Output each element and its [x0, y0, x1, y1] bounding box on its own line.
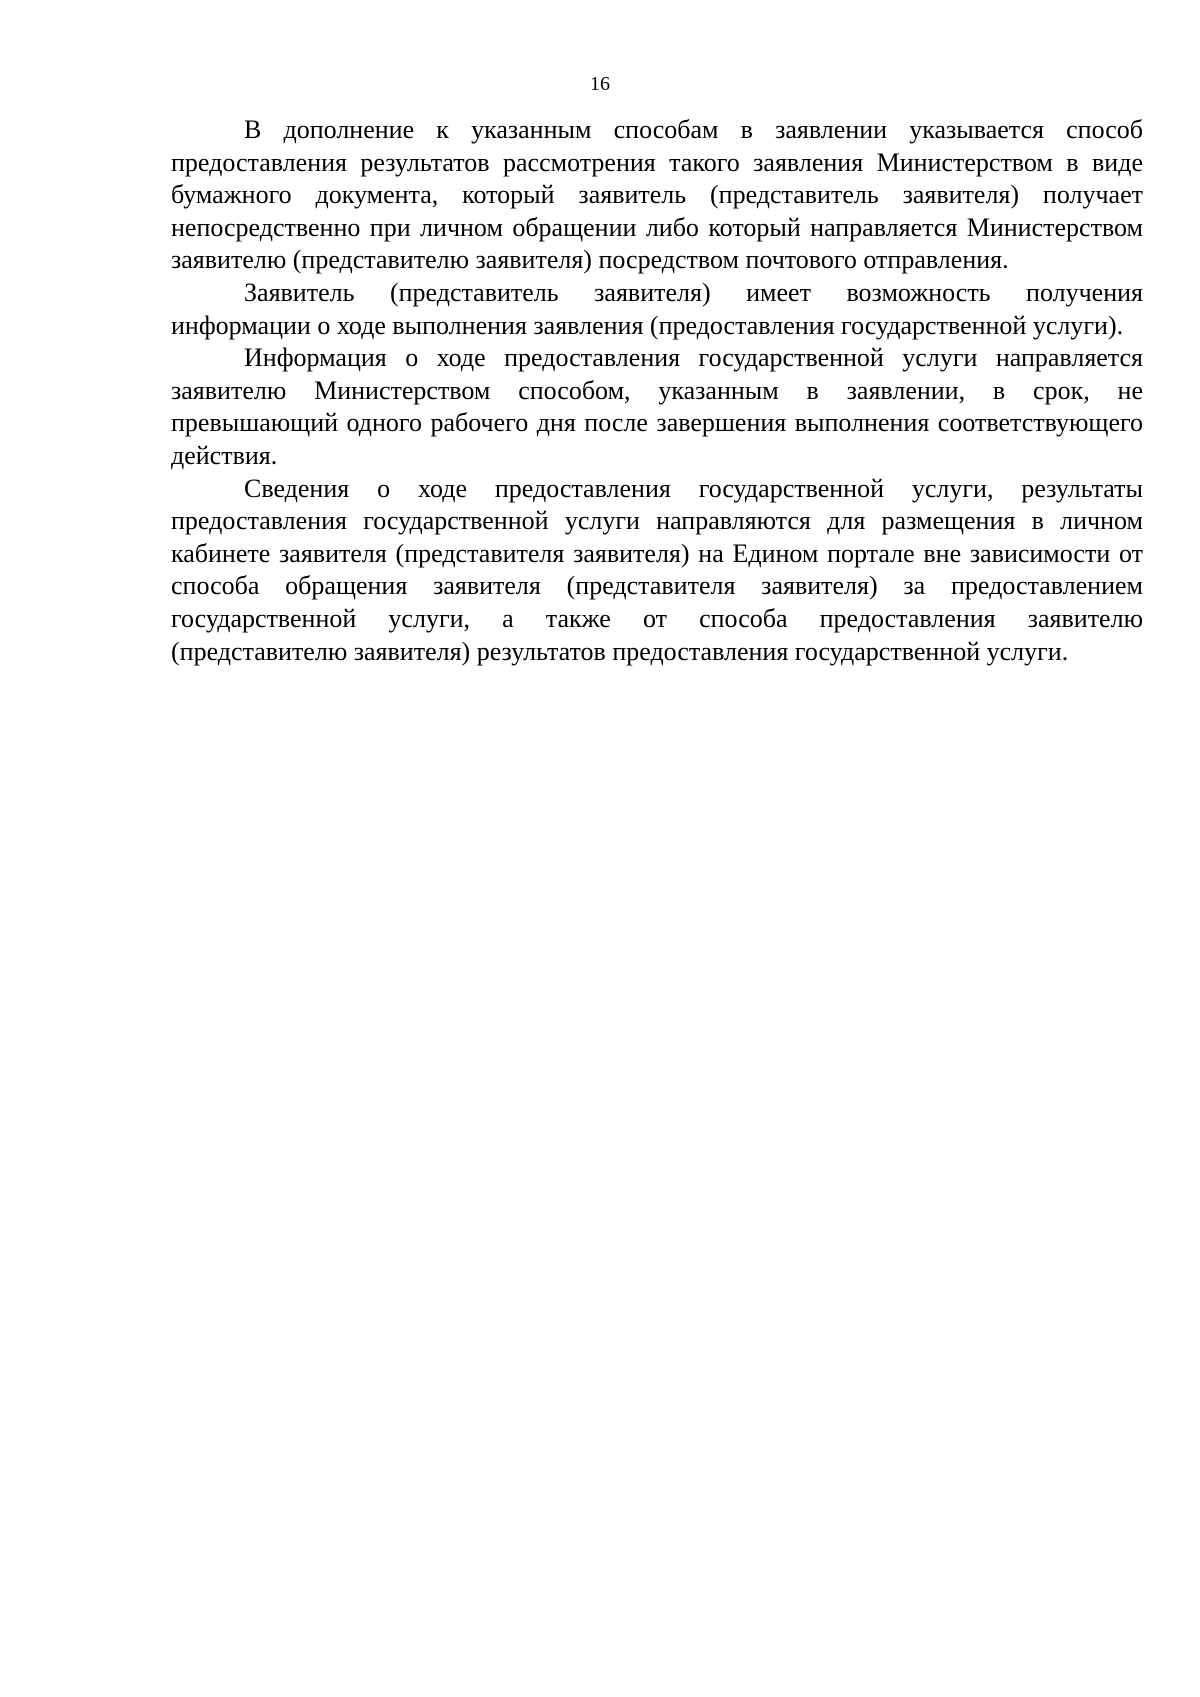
- paragraph-notification-deadline: Информация о ходе предоставления государственной услуги направляется заявителю Министерством способом, указанным в заявлении, в срок, не превышающий одного рабочего дня после завершения выполнения соответствующего действия.: [171, 343, 1143, 470]
- paragraph-personal-cabinet: Сведения о ходе предоставления государственной услуги, результаты предоставления государственной услуги направляются для размещения в личном кабинете заявителя (представителя заявителя) на Едином портале вне зависимости от способа обращения заявителя (представителя заявителя) за предоставлением государственной услуги, а также от способа предоставления заявителю (представителю заявителя) результатов предоставления государственной услуги.: [171, 473, 1143, 666]
- page-number: 16: [590, 73, 610, 95]
- document-body: [171, 114, 1143, 668]
- paragraph-progress-info: Заявитель (представитель заявителя) имеет возможность получения информации о ходе выполнения заявления (предоставления государственной услуги).: [171, 277, 1143, 340]
- paragraph-delivery-method: В дополнение к указанным способам в заявлении указывается способ предоставления результатов рассмотрения такого заявления Министерством в виде бумажного документа, который заявитель (представитель заявителя) получает непосредственно при личном обращении либо который направляется Министерством заявителю (представителю заявителя) посредством почтового отправления.: [171, 115, 1143, 275]
